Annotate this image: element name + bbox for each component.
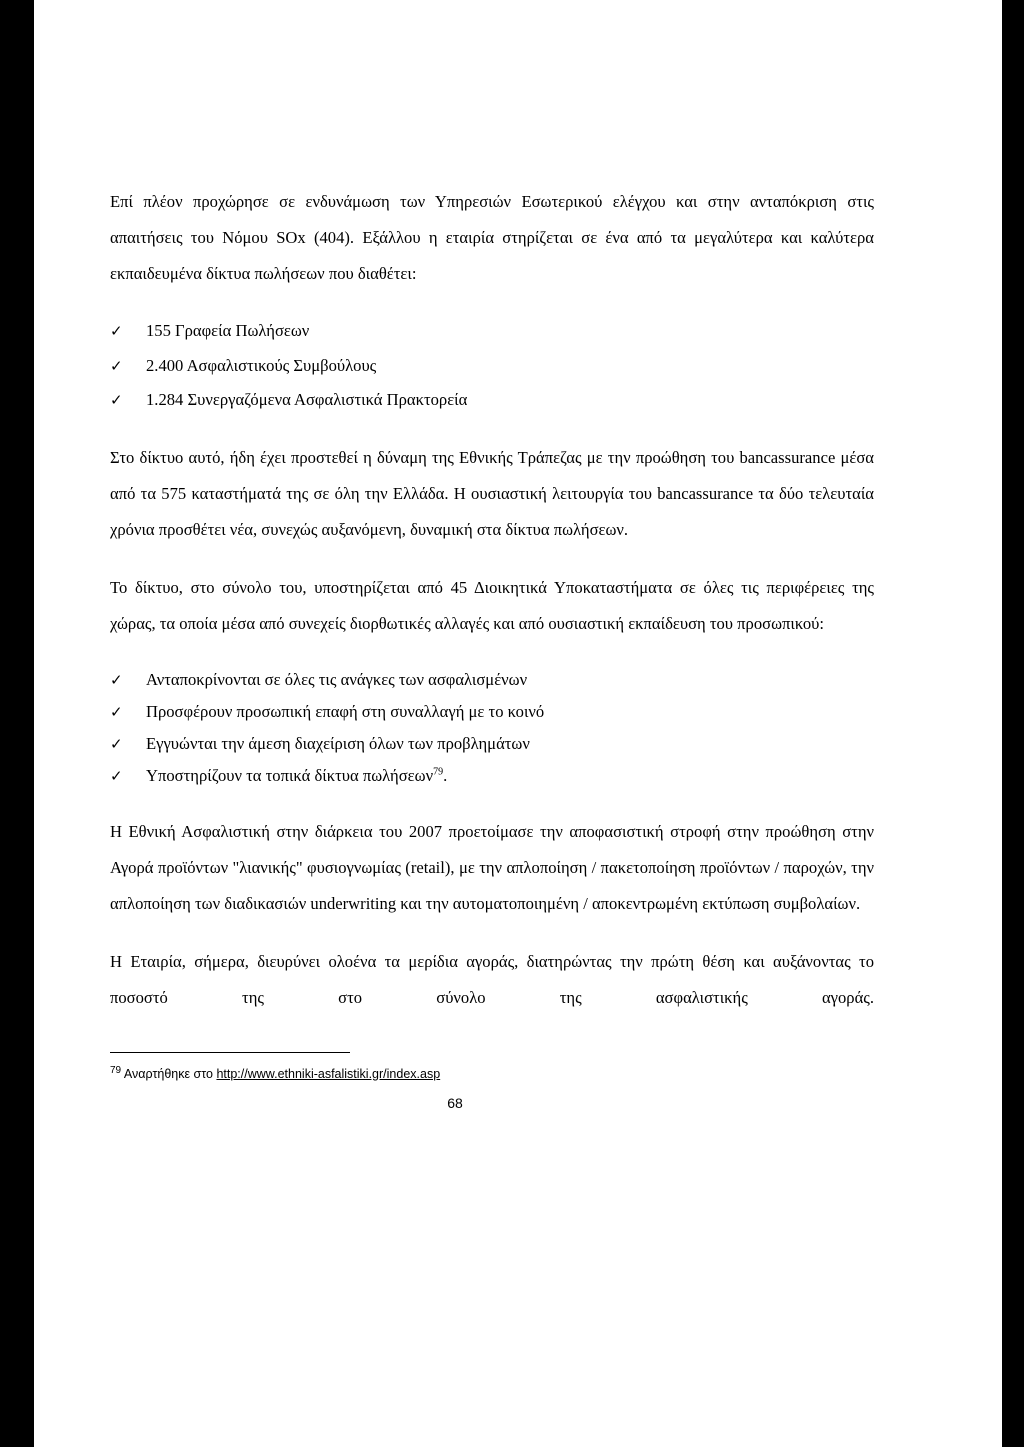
check-mark-icon: ✓ [110, 322, 123, 340]
footnote-link[interactable]: http://www.ethniki-asfalistiki.gr/index.asp [216, 1066, 441, 1081]
paragraph-intro: Επί πλέον προχώρησε σε ενδυνάμωση των Υπηρεσιών Εσωτερικού ελέγχου και στην ανταπόκριση στις απαιτήσεις του Νόμου SOx (404). Εξάλλου η εταιρία στηρίζεται σε ένα από τα μεγαλύτερα και καλύτερα εκπαιδευμένα δίκτυα πωλήσεων που διαθέτει: [110, 192, 874, 283]
footnote-text: Αναρτήθηκε στο [123, 1066, 213, 1081]
check-mark-icon: ✓ [110, 734, 123, 753]
page-number: 68 [447, 1094, 463, 1111]
paragraph-market-share: Η Εταιρία, σήμερα, διευρύνει ολοένα τα μερίδια αγοράς, διατηρώντας την πρώτη θέση και αυξάνοντας το ποσοστό της στο σύνολο της ασφαλιστικής αγοράς. [110, 951, 874, 1007]
list-item: ✓ Υποστηρίζουν τα τοπικά δίκτυα πωλήσεων$^{79}$. [110, 760, 874, 792]
check-mark-icon: ✓ [110, 670, 123, 689]
check-mark-icon: ✓ [110, 356, 123, 375]
sales-network-list [110, 314, 874, 418]
list-item: ✓ Εγγυώνται την άμεση διαχείριση όλων των προβλημάτων [110, 728, 874, 760]
branch-benefits-list [110, 664, 874, 792]
list-item: ✓ Ανταποκρίνονται σε όλες τις ανάγκες των ασφαλισμένων [110, 664, 874, 696]
document-page [34, 0, 1002, 1447]
paragraph-bancassurance: Στο δίκτυο αυτό, ήδη έχει προστεθεί η δύναμη της Εθνικής Τράπεζας με την προώθηση του bancassurance μέσα από τα 575 καταστήματά της σε όλη την Ελλάδα. Η ουσιαστική λειτουργία του bancassurance τα δύο τελευταία χρόνια προσθέτει νέα, συνεχώς αυξανόμενη, δυναμική στα δίκτυα πωλήσεων. [110, 447, 874, 539]
list-item: ✓ 155 Γραφεία Πωλήσεων [110, 314, 874, 349]
page-content [110, 184, 874, 1111]
footnote [110, 1065, 874, 1083]
paragraph-retail-strategy: Η Εθνική Ασφαλιστική στην διάρκεια του 2007 προετοίμασε την αποφασιστική στροφή στην προώθηση στην Αγορά προϊόντων "λιανικής" φυσιογνωμίας (retail), με την απλοποίηση / πακετοποίηση προϊόντων / παροχών, την απλοποίηση των διαδικασιών underwriting και την αυτοματοποιημένη / αποκεντρωμένη εκτύπωση συμβολαίων. [110, 821, 874, 913]
paragraph-branches: Το δίκτυο, στο σύνολο του, υποστηρίζεται από 45 Διοικητικά Υποκαταστήματα σε όλες τις περιφέρειες της χώρας, τα οποία μέσα από συνεχείς διορθωτικές αλλαγές και από ουσιαστική εκπαίδευση του προσωπικού: [110, 577, 874, 633]
footnote-divider [110, 1052, 350, 1053]
check-mark-icon: ✓ [110, 766, 123, 785]
check-mark-icon: ✓ [110, 702, 123, 721]
footnote-marker: 79 [110, 1064, 122, 1076]
list-item: ✓ Προσφέρουν προσωπική επαφή στη συναλλαγή με το κοινό [110, 696, 874, 728]
footnote-reference: 79 [433, 765, 444, 777]
check-mark-icon: ✓ [110, 391, 123, 409]
list-item: ✓ 1.284 Συνεργαζόμενα Ασφαλιστικά Πρακτορεία [110, 383, 874, 418]
list-item: ✓ 2.400 Ασφαλιστικούς Συμβούλους [110, 349, 874, 384]
